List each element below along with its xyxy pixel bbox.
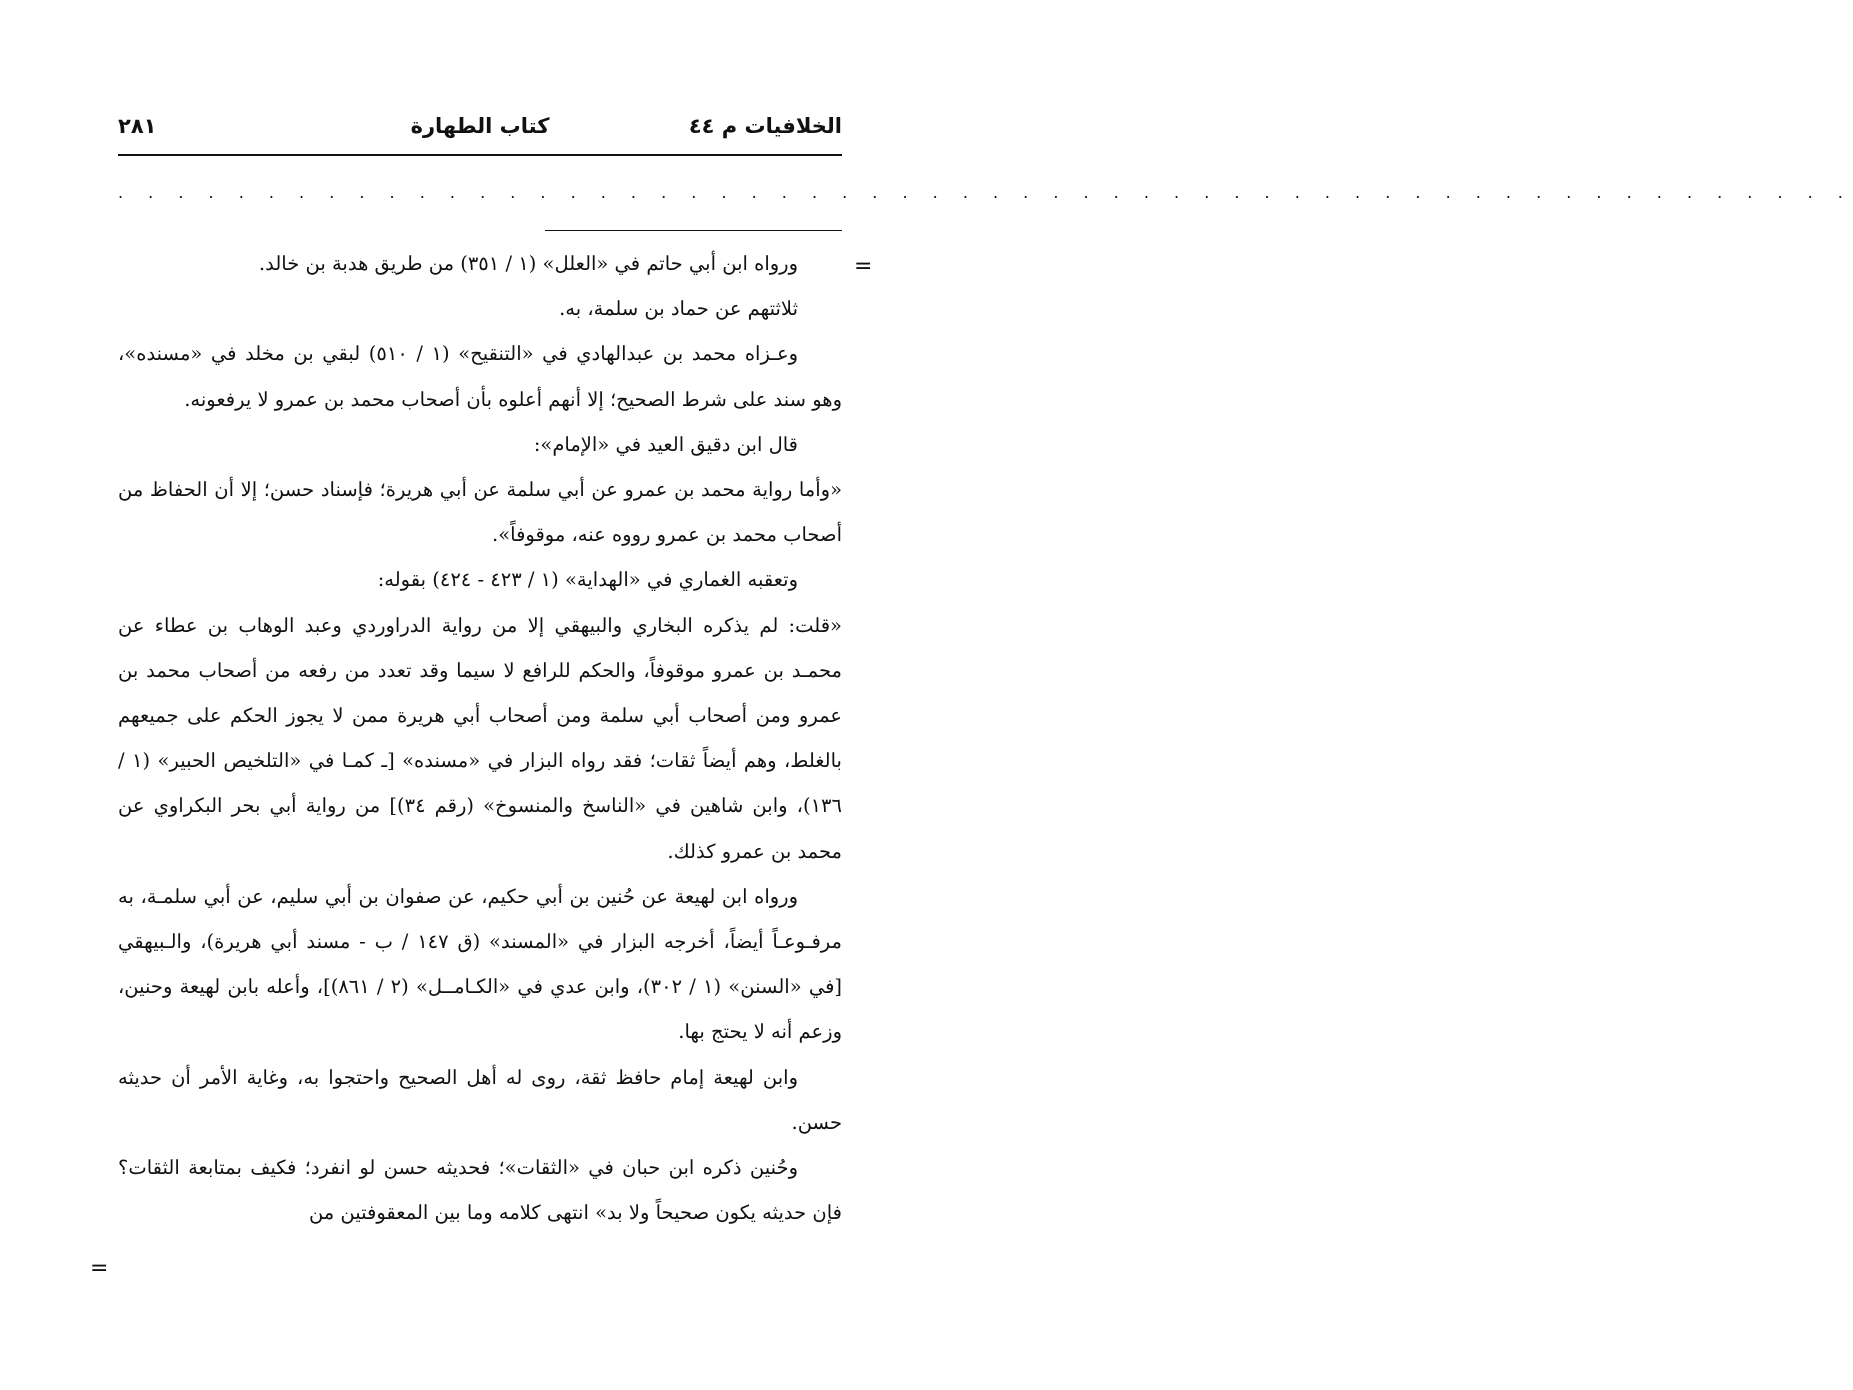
running-header <box>118 108 842 148</box>
footnote-rule <box>545 230 842 231</box>
header-rule <box>118 154 842 156</box>
continuation-mark-top: = <box>854 254 873 279</box>
footnote-paragraph: وعـزاه محمد بن عبدالهادي في «التنقيح» (١ / ٥١٠) لبقي بن مخلد في «مسنده»، وهو سند على شرط الصحيح؛ إلا أنهم أعلوه بأن أصحاب محمد بن عمرو لا يرفعونه. <box>118 342 842 411</box>
book-title: الخلافيات م ٤٤ <box>688 114 842 138</box>
footnote-paragraph: «قلت: لم يذكره البخاري والبيهقي إلا من رواية الدراوردي وعبد الوهاب بن عطاء عن محمـد بن عمرو موقوفاً، والحكم للرافع لا سيما وقد تعدد من رفعه من أصحاب محمد بن عمرو ومن أصحاب أبي سلمة ومن أصحاب أبي هريرة ممن لا يجوز الحكم على جميعهم بالغلط، وهم أيضاً ثقات؛ فقد رواه البزار في «مسنده» [ـ كمـا في «التلخيص الحبير» (١ / ١٣٦)، وابن شاهين في «الناسخ والمنسوخ» (رقم ٣٤)] من رواية أبي بحر البكراوي عن محمد بن عمرو كذلك. <box>118 613 842 863</box>
dotted-separator: . . . . . . . . . . . . . . . . . . . . . . . . . . . . . . . . . . . . . . . . . . . . . . . . . . . . . . . . . . <box>118 183 1853 202</box>
continuation-mark-bottom: = <box>90 1256 109 1281</box>
footnote-paragraph: ثلاثتهم عن حماد بن سلمة، به. <box>559 297 798 321</box>
footnote-paragraph: ورواه ابن أبي حاتم في «العلل» (١ / ٣٥١) من طريق هدبة بن خالد. <box>258 252 798 275</box>
footnote-paragraph: ورواه ابن لهيعة عن حُنين بن أبي حكيم، عن صفوان بن أبي سليم، عن أبي سلمـة، به مرفـوعـاً أيضاً، أخرجه البزار في «المسند» (ق ١٤٧ / ب - مسند أبي هريرة)، والـبيهقي [في «السنن» (١ / ٣٠٢)، وابن عدي في «الكـامــل» (٢ / ٨٦١)]، وأعله بابن لهيعة وحنين، وزعم أنه لا يحتج بها. <box>118 884 843 1044</box>
footnote-paragraph: وابن لهيعة إمام حافظ ثقة، روى له أهل الصحيح واحتجوا به، وغاية الأمر أن حديثه حسن. <box>118 1065 842 1134</box>
footnote-paragraph: «وأما رواية محمد بن عمرو عن أبي سلمة عن أبي هريرة؛ فإسناد حسن؛ إلا أن الحفاظ من أصحاب محمد بن عمرو رووه عنه، موقوفاً». <box>118 478 842 547</box>
chapter-title: كتاب الطهارة <box>410 114 550 138</box>
footnote-paragraph: قال ابن دقيق العيد في «الإمام»: <box>533 432 798 456</box>
footnote-text <box>118 241 842 1235</box>
footnote-paragraph: وتعقبه الغماري في «الهداية» (١ / ٤٢٣ - ٤٢٤) بقوله: <box>377 568 798 592</box>
page-number: ٢٨١ <box>118 114 157 138</box>
footnote-paragraph: وحُنين ذكره ابن حبان في «الثقات»؛ فحديثه حسن لو انفرد؛ فكيف بمتابعة الثقات؟ فإن حديثه يكون صحيحاً ولا بد» انتهى كلامه وما بين المعقوفتين من <box>118 1156 842 1225</box>
